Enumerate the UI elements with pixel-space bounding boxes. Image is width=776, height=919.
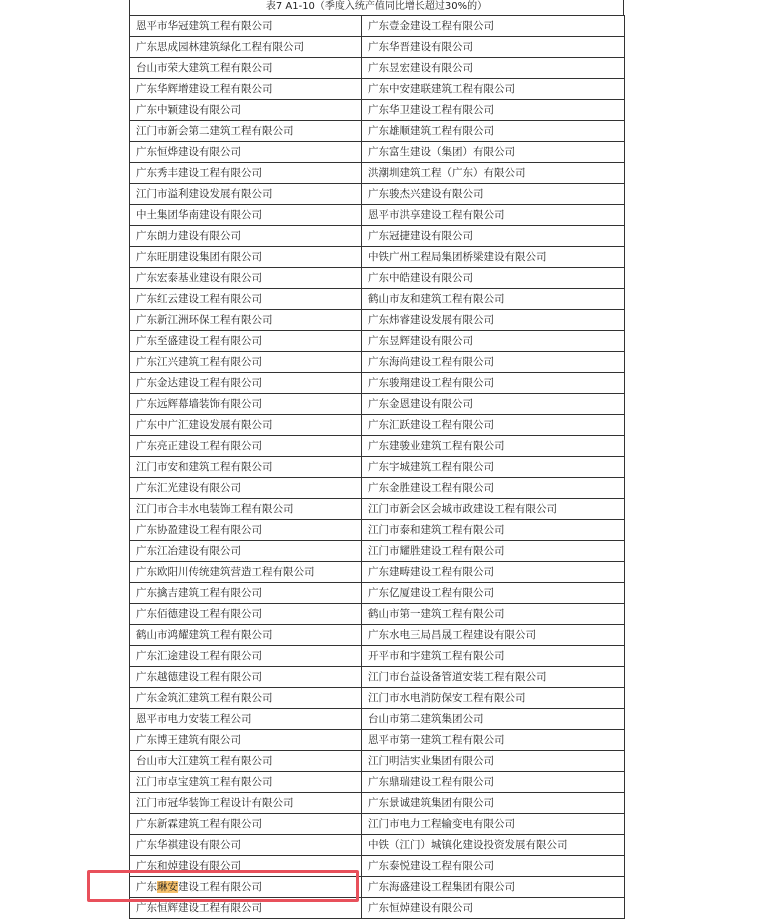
company-cell-right: 江门明洁实业集团有限公司	[362, 751, 625, 772]
company-cell-left: 广东中颖建设有限公司	[130, 100, 362, 121]
company-cell-left: 广东擒吉建筑工程有限公司	[130, 583, 362, 604]
company-cell-right: 广东华晋建设有限公司	[362, 37, 625, 58]
table-row	[130, 604, 625, 625]
table-row	[130, 247, 625, 268]
table-row	[130, 457, 625, 478]
company-cell-left: 广东佰德建设工程有限公司	[130, 604, 362, 625]
company-cell-left: 广东博王建筑有限公司	[130, 730, 362, 751]
table-row	[130, 226, 625, 247]
company-name-prefix: 广东	[136, 881, 157, 893]
table-row	[130, 331, 625, 352]
company-cell-left: 广东金筑汇建筑工程有限公司	[130, 688, 362, 709]
company-cell-right: 广东建骏业建筑工程有限公司	[362, 436, 625, 457]
company-cell-left: 恩平市电力安装工程公司	[130, 709, 362, 730]
company-cell-right: 广东壹金建设工程有限公司	[362, 16, 625, 37]
table-row	[130, 499, 625, 520]
company-cell-right: 江门市台益设备管道安装工程有限公司	[362, 667, 625, 688]
company-cell-right: 恩平市洪享建设工程有限公司	[362, 205, 625, 226]
company-cell-right: 广东炜睿建设发展有限公司	[362, 310, 625, 331]
company-cell-right: 广东宇城建筑工程有限公司	[362, 457, 625, 478]
company-cell-left: 鹤山市鸿耀建筑工程有限公司	[130, 625, 362, 646]
table-row	[130, 163, 625, 184]
company-cell-right: 中铁广州工程局集团桥梁建设有限公司	[362, 247, 625, 268]
table-row	[130, 142, 625, 163]
table-row	[130, 646, 625, 667]
company-cell-right: 广东骏杰兴建设有限公司	[362, 184, 625, 205]
company-cell-right: 广东昱辉建设有限公司	[362, 331, 625, 352]
company-cell-right: 广东景诚建筑集团有限公司	[362, 793, 625, 814]
company-cell-left: 广东越德建设工程有限公司	[130, 667, 362, 688]
table-row	[130, 310, 625, 331]
company-cell-right: 广东富生建设（集团）有限公司	[362, 142, 625, 163]
table-caption: 表7 A1-10（季度入统产值同比增长超过30%的）	[129, 0, 624, 15]
company-cell-left: 广东中广汇建设发展有限公司	[130, 415, 362, 436]
table-row	[130, 688, 625, 709]
company-cell-right: 江门市耀胜建设工程有限公司	[362, 541, 625, 562]
company-table	[129, 15, 625, 919]
table-row	[130, 79, 625, 100]
company-cell-right: 洪潮圳建筑工程（广东）有限公司	[362, 163, 625, 184]
company-cell-right: 江门市新会区会城市政建设工程有限公司	[362, 499, 625, 520]
company-cell-left: 广东和焯建设有限公司	[130, 856, 362, 877]
company-cell-left: 江门市冠华装饰工程设计有限公司	[130, 793, 362, 814]
table-row	[130, 877, 625, 898]
company-cell-left: 台山市荣大建筑工程有限公司	[130, 58, 362, 79]
table-row	[130, 184, 625, 205]
company-cell-left: 广东至盛建设工程有限公司	[130, 331, 362, 352]
table-row	[130, 436, 625, 457]
company-cell-left	[130, 877, 362, 898]
company-cell-right: 广东海尚建设工程有限公司	[362, 352, 625, 373]
company-cell-right: 恩平市第一建筑工程有限公司	[362, 730, 625, 751]
company-cell-left: 恩平市华冠建筑工程有限公司	[130, 16, 362, 37]
company-cell-left: 广东恒辉建设工程有限公司	[130, 898, 362, 919]
company-cell-left: 台山市大江建筑工程有限公司	[130, 751, 362, 772]
company-cell-right: 广东泰悦建设工程有限公司	[362, 856, 625, 877]
table-row	[130, 16, 625, 37]
company-cell-right: 广东建畴建设工程有限公司	[362, 562, 625, 583]
table-row	[130, 709, 625, 730]
company-cell-right: 鹤山市友和建筑工程有限公司	[362, 289, 625, 310]
company-name-suffix: 建设工程有限公司	[178, 881, 262, 893]
company-cell-left: 广东宏泰基业建设有限公司	[130, 268, 362, 289]
company-cell-left: 广东协盈建设工程有限公司	[130, 520, 362, 541]
company-cell-left: 江门市溢利建设发展有限公司	[130, 184, 362, 205]
company-cell-right: 广东鼎瑞建设工程有限公司	[362, 772, 625, 793]
table-row	[130, 205, 625, 226]
company-cell-right: 广东中安建联建筑工程有限公司	[362, 79, 625, 100]
company-cell-right: 广东恒焯建设有限公司	[362, 898, 625, 919]
table-row	[130, 541, 625, 562]
company-cell-right: 广东中皓建设有限公司	[362, 268, 625, 289]
company-cell-left: 广东华辉增建设工程有限公司	[130, 79, 362, 100]
company-cell-right: 开平市和宇建筑工程有限公司	[362, 646, 625, 667]
company-cell-left: 广东秀丰建设工程有限公司	[130, 163, 362, 184]
company-cell-left: 广东亮正建设工程有限公司	[130, 436, 362, 457]
table-row	[130, 583, 625, 604]
company-cell-right: 广东海盛建设工程集团有限公司	[362, 877, 625, 898]
company-cell-left: 广东远辉幕墙装饰有限公司	[130, 394, 362, 415]
company-cell-right: 鹤山市第一建筑工程有限公司	[362, 604, 625, 625]
company-cell-left: 广东金达建设工程有限公司	[130, 373, 362, 394]
search-highlight: 琳安	[157, 881, 178, 893]
table-row	[130, 667, 625, 688]
company-cell-left: 广东汇光建设有限公司	[130, 478, 362, 499]
company-cell-right: 中铁（江门）城镇化建设投资发展有限公司	[362, 835, 625, 856]
company-cell-left: 江门市卓宝建筑工程有限公司	[130, 772, 362, 793]
company-cell-right: 广东冠捷建设有限公司	[362, 226, 625, 247]
table-row	[130, 814, 625, 835]
table-row	[130, 394, 625, 415]
table-row	[130, 793, 625, 814]
company-cell-right: 广东金胜建设工程有限公司	[362, 478, 625, 499]
company-cell-left: 江门市合丰水电装饰工程有限公司	[130, 499, 362, 520]
company-cell-left: 江门市新会第二建筑工程有限公司	[130, 121, 362, 142]
company-cell-right: 广东骏翔建设工程有限公司	[362, 373, 625, 394]
company-cell-left: 广东华祺建设有限公司	[130, 835, 362, 856]
company-cell-left: 广东汇途建设工程有限公司	[130, 646, 362, 667]
table-row	[130, 625, 625, 646]
company-cell-left: 广东新江洲环保工程有限公司	[130, 310, 362, 331]
company-cell-left: 中土集团华南建设有限公司	[130, 205, 362, 226]
table-body	[130, 16, 625, 919]
company-cell-left: 广东江冶建设有限公司	[130, 541, 362, 562]
table-row	[130, 478, 625, 499]
table-row	[130, 898, 625, 919]
table-row	[130, 37, 625, 58]
table-row	[130, 562, 625, 583]
company-cell-right: 江门市泰和建筑工程有限公司	[362, 520, 625, 541]
company-cell-left: 广东红云建设工程有限公司	[130, 289, 362, 310]
company-cell-right: 江门市水电消防保安工程有限公司	[362, 688, 625, 709]
company-cell-right: 广东金恩建设有限公司	[362, 394, 625, 415]
table-row	[130, 856, 625, 877]
table-row	[130, 751, 625, 772]
company-cell-left: 广东思成园林建筑绿化工程有限公司	[130, 37, 362, 58]
table-row	[130, 772, 625, 793]
table-row	[130, 289, 625, 310]
company-cell-left: 江门市安和建筑工程有限公司	[130, 457, 362, 478]
table-row	[130, 373, 625, 394]
company-cell-right: 广东汇跃建设工程有限公司	[362, 415, 625, 436]
company-cell-left: 广东恒烨建设有限公司	[130, 142, 362, 163]
company-cell-left: 广东旺朋建设集团有限公司	[130, 247, 362, 268]
table-row	[130, 520, 625, 541]
table-row	[130, 58, 625, 79]
company-cell-left: 广东新霖建筑工程有限公司	[130, 814, 362, 835]
company-cell-right: 广东亿厦建设工程有限公司	[362, 583, 625, 604]
table-row	[130, 268, 625, 289]
company-cell-right: 广东雄顺建筑工程有限公司	[362, 121, 625, 142]
table-row	[130, 730, 625, 751]
company-cell-right: 广东华卫建设工程有限公司	[362, 100, 625, 121]
table-row	[130, 415, 625, 436]
company-cell-right: 台山市第二建筑集团公司	[362, 709, 625, 730]
table-row	[130, 352, 625, 373]
company-cell-left: 广东朗力建设有限公司	[130, 226, 362, 247]
table-row	[130, 121, 625, 142]
company-cell-left: 广东江兴建筑工程有限公司	[130, 352, 362, 373]
company-cell-left: 广东欧阳川传统建筑营造工程有限公司	[130, 562, 362, 583]
table-row	[130, 835, 625, 856]
table-row	[130, 100, 625, 121]
company-cell-right: 广东水电三局昌晟工程建设有限公司	[362, 625, 625, 646]
document-table-container	[129, 0, 624, 919]
company-cell-right: 广东昱宏建设有限公司	[362, 58, 625, 79]
company-cell-right: 江门市电力工程输变电有限公司	[362, 814, 625, 835]
